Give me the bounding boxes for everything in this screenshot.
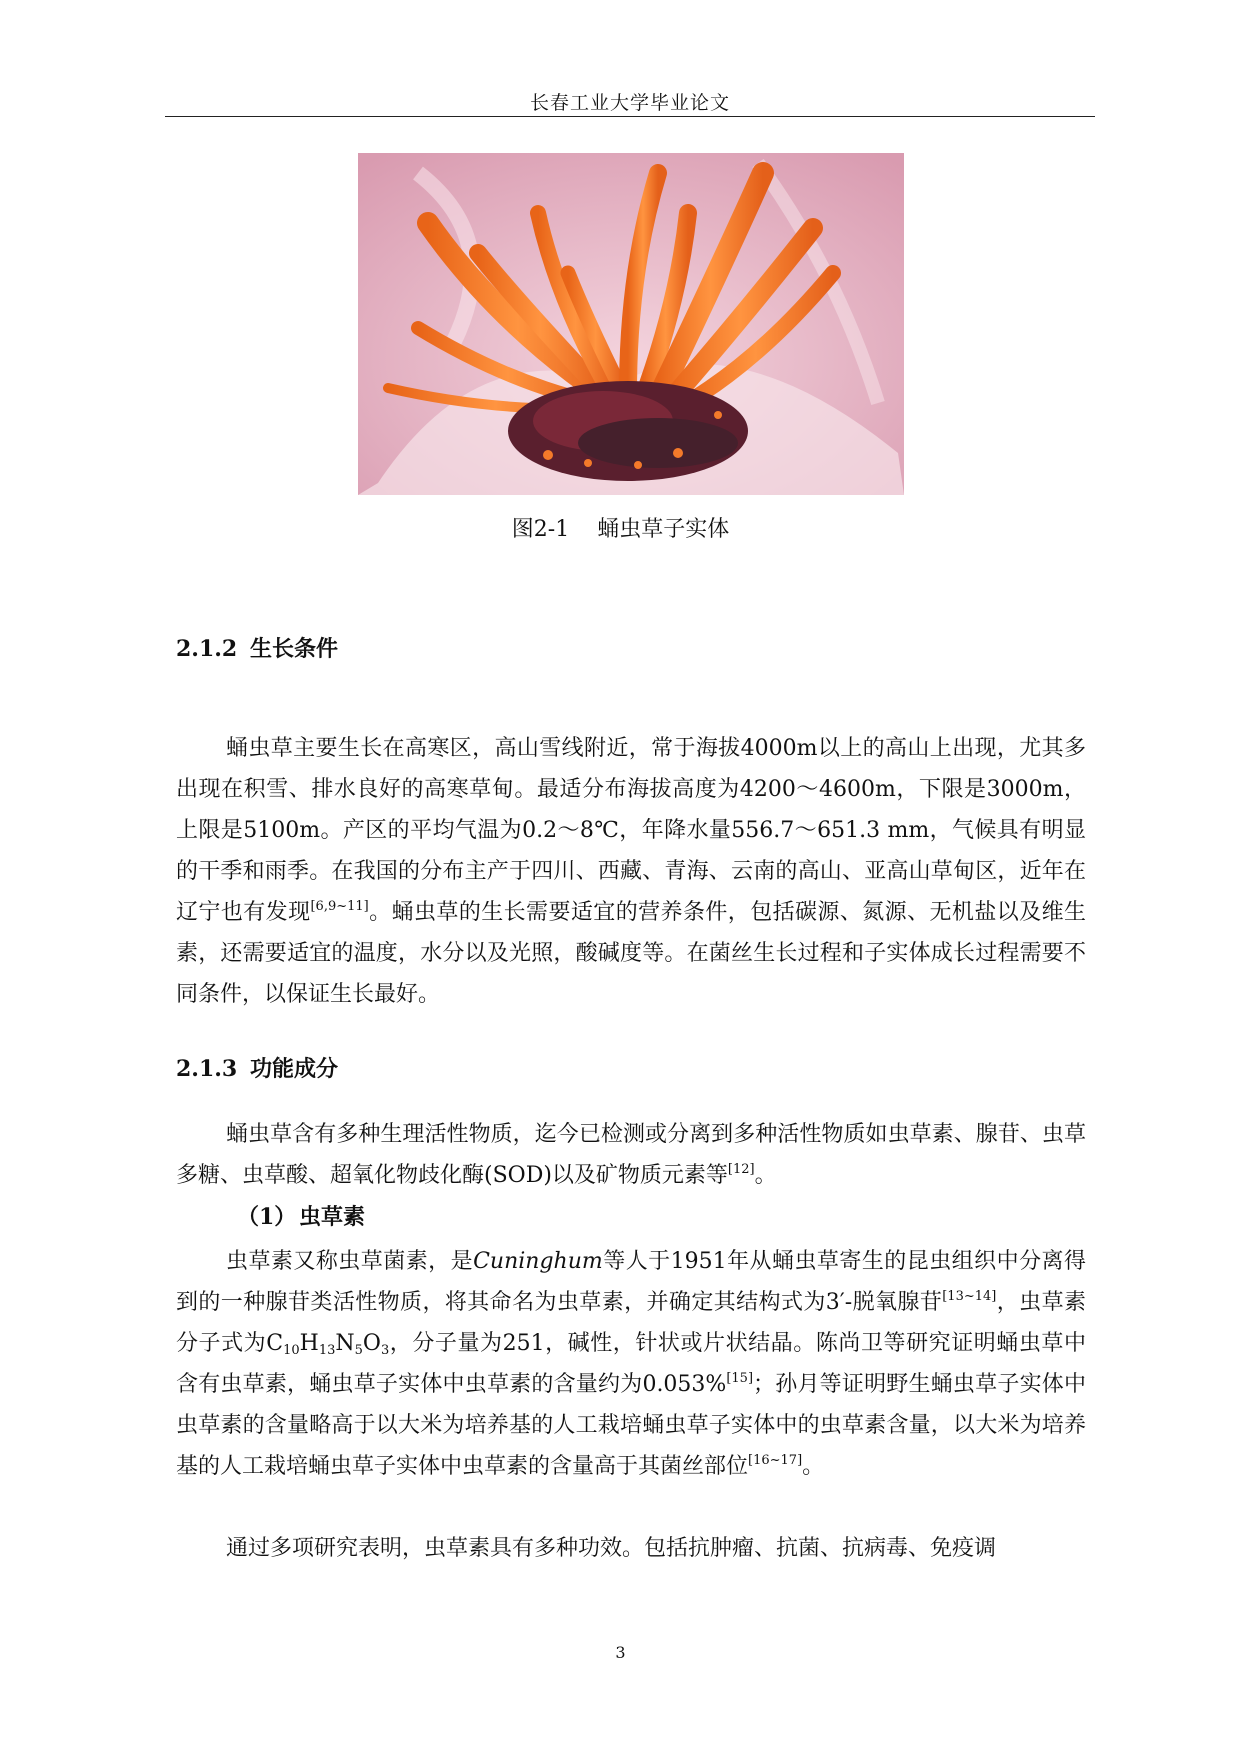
citation: [13~14] xyxy=(942,1289,997,1304)
citation: [6,9~11] xyxy=(310,899,369,914)
cordyceps-photo xyxy=(358,153,904,495)
subsection-title: 虫草素 xyxy=(299,1204,366,1230)
cordycepin-effects-paragraph: 通过多项研究表明，虫草素具有多种功效。包括抗肿瘤、抗菌、抗病毒、免疫调 xyxy=(226,1536,997,1561)
section-number: 2.1.2 xyxy=(176,636,238,662)
citation: [12] xyxy=(727,1162,755,1177)
page-number: 3 xyxy=(615,1643,626,1662)
figure-caption-text: 蛹虫草子实体 xyxy=(597,517,730,542)
figure-caption xyxy=(0,512,1241,543)
functional-components-paragraph: 蛹虫草含有多种生理活性物质，迄今已检测或分离到多种活性物质如虫草素、腺苷、虫草多糖、虫草酸、超氧化物歧化酶(SOD)以及矿物质元素等[12]。 xyxy=(176,1122,1086,1188)
author-name: Cuninghum xyxy=(473,1249,603,1274)
page-header: 长春工业大学毕业论文 xyxy=(529,92,730,114)
subsection-number: （1） xyxy=(237,1204,297,1230)
section-heading-2-1-3 xyxy=(176,1052,338,1083)
citation: [16~17] xyxy=(748,1453,803,1468)
figure-caption-number: 图2-1 xyxy=(511,517,570,542)
section-number: 2.1.3 xyxy=(176,1056,238,1082)
growth-conditions-paragraph: 蛹虫草主要生长在高寒区，高山雪线附近，常于海拔4000m以上的高山上出现，尤其多出现在积雪、排水良好的高寒草甸。最适分布海拔高度为4200～4600m，下限是3000m，上限是5100m。产区的平均气温为0.2～8℃，年降水量556.7～651.3 mm，气候具有明显的干季和雨季。在我国的分布主产于四川、西藏、青海、云南的高山、亚高山草甸区，近年在辽宁也有发现[6,9~11]。蛹虫草的生长需要适宜的营养条件，包括碳源、氮源、无机盐以及维生素，还需要适宜的温度，水分以及光照，酸碱度等。在菌丝生长过程和子实体成长过程需要不同条件，以保证生长最好。 xyxy=(176,736,1086,1007)
citation: [15] xyxy=(726,1371,754,1386)
section-title: 生长条件 xyxy=(250,636,339,662)
cordycepin-paragraph: 虫草素又称虫草菌素，是Cuninghum等人于1951年从蛹虫草寄生的昆虫组织中分离得到的一种腺苷类活性物质，将其命名为虫草素，并确定其结构式为3′-脱氧腺苷[13~14]，虫草素分子式为$C_{10}H_{13}N_5O_3$，分子量为251，碱性，针状或片状结晶。陈尚卫等研究证明蛹虫草中含有虫草素，蛹虫草子实体中虫草素的含量约为0.053%[15]；孙月等证明野生蛹虫草子实体中虫草素的含量略高于以大米为培养基的人工栽培蛹虫草子实体中的虫草素含量，以大米为培养基的人工栽培蛹虫草子实体中虫草素的含量高于其菌丝部位[16~17]。 xyxy=(176,1249,1086,1479)
section-title: 功能成分 xyxy=(250,1056,339,1082)
section-heading-2-1-2 xyxy=(176,632,338,663)
header-rule xyxy=(165,116,1095,117)
subsection-heading-cordycepin xyxy=(237,1200,365,1231)
